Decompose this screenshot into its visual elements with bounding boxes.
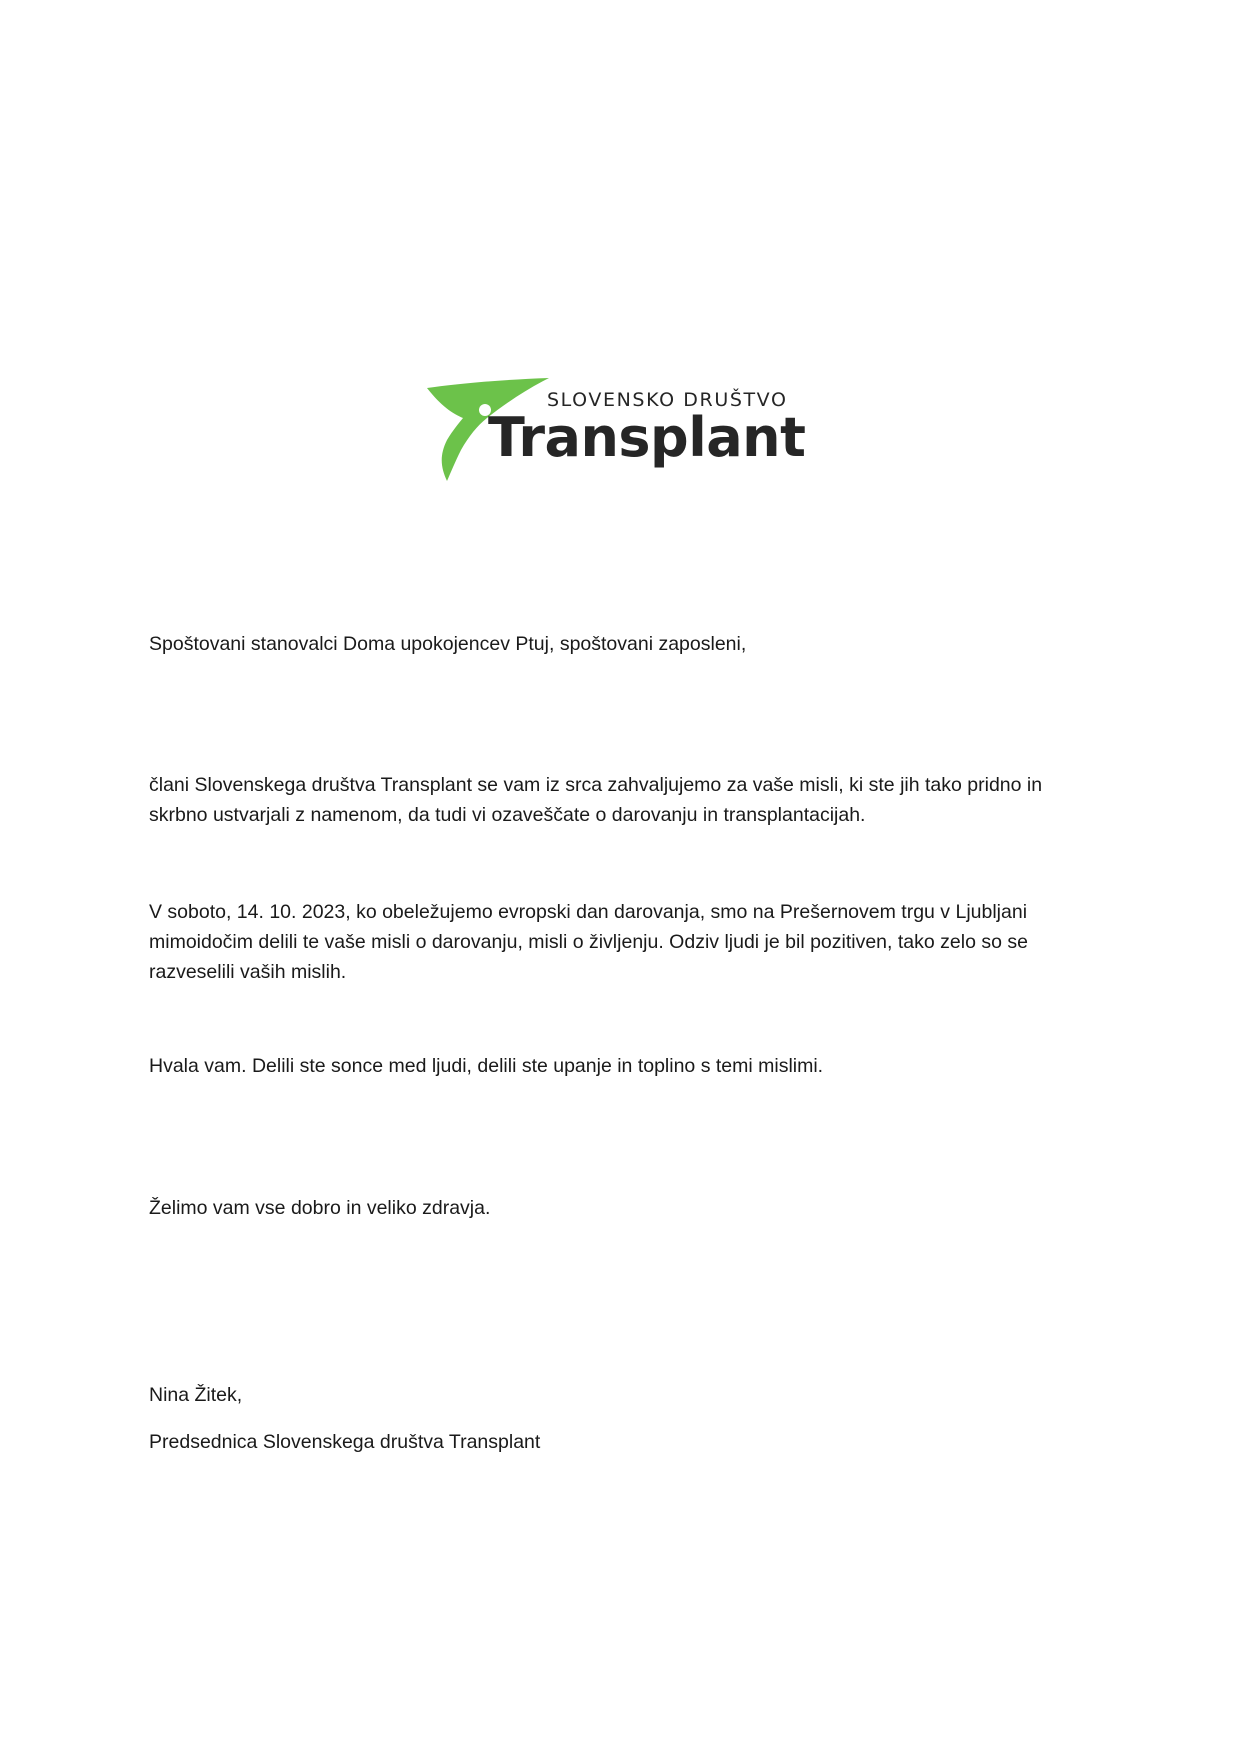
letter-paragraph-1 <box>149 770 1099 830</box>
letter-paragraph-2 <box>149 897 1099 987</box>
closing-text: Želimo vam vse dobro in veliko zdravja. <box>149 1197 491 1219</box>
signature-name <box>149 1380 1099 1410</box>
greeting-text: Spoštovani stanovalci Doma upokojencev Ptuj, spoštovani zaposleni, <box>149 633 747 655</box>
paragraph-text: člani Slovenskega društva Transplant se vam iz srca zahvaljujemo za vaše misli, ki ste jih tako pridno in skrbno ustvarjali z namenom, da tudi vi ozaveščate o darovanju in transplantacijah. <box>149 774 1043 826</box>
transplant-logo <box>425 378 805 483</box>
logo-subtitle: SLOVENSKO DRUŠTVO <box>547 389 788 411</box>
letter-closing <box>149 1193 1099 1223</box>
letter-paragraph-3 <box>149 1051 1099 1081</box>
letter-greeting <box>149 629 1099 659</box>
paragraph-text: Hvala vam. Delili ste sonce med ljudi, delili ste upanje in toplino s temi mislimi. <box>149 1055 824 1077</box>
signature-title <box>149 1427 1099 1457</box>
paragraph-text: V soboto, 14. 10. 2023, ko obeležujemo evropski dan darovanja, smo na Prešernovem trgu v Ljubljani mimoidočim delili te vaše misli o darovanju, misli o življenju. Odziv ljudi je bil pozitiven, tako zelo so se razveselili vaših mislih. <box>149 901 1028 983</box>
signature-title-text: Predsednica Slovenskega društva Transplant <box>149 1431 541 1453</box>
signature-name-text: Nina Žitek, <box>149 1384 243 1406</box>
logo-title: Transplant <box>488 406 806 469</box>
